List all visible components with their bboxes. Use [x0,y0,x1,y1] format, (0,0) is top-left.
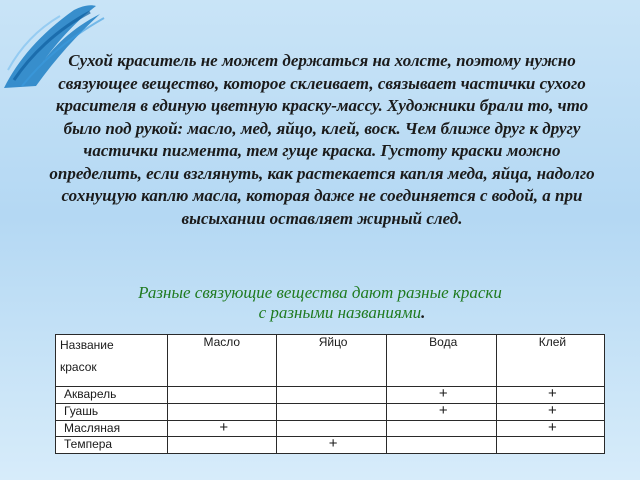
cell-egg: + [276,437,386,454]
row-paint-name: Акварель [56,387,168,404]
cell-glue [496,437,604,454]
row-paint-name: Масляная [56,420,168,437]
cell-water [386,420,496,437]
header-glue: Клей [496,335,604,387]
header-name-line-2: красок [60,360,97,374]
subtitle-period: . [421,303,426,322]
cell-oil [168,437,277,454]
row-paint-name: Темпера [56,437,168,454]
cell-oil: + [168,420,277,437]
cell-glue: + [496,387,604,404]
table-row [56,403,605,420]
cell-water: + [386,403,496,420]
binders-table-container [55,334,605,454]
cell-egg [276,403,386,420]
table-row [56,387,605,404]
cell-oil [168,403,277,420]
table-row [56,437,605,454]
cell-egg [276,420,386,437]
subtitle-line-2: с разными названиями [258,303,422,322]
cell-water [386,437,496,454]
header-egg: Яйцо [276,335,386,387]
table-header-row [56,335,605,387]
cell-oil [168,387,277,404]
header-oil: Масло [168,335,277,387]
subtitle [40,283,600,323]
cell-glue: + [496,403,604,420]
table-row [56,420,605,437]
cell-egg [276,387,386,404]
header-paint-name [56,335,168,387]
header-name-line-1: Название [60,338,114,352]
header-water: Вода [386,335,496,387]
intro-paragraph: Сухой краситель не может держаться на холсте, поэтому нужно связующее вещество, которое склеивает, связывает частички сухого красителя в единую цветную краску-массу. Художники брали то, что было под рукой: масло, мед, яйцо, клей, воск. Чем ближе друг к другу частички пигмента, тем гуще краска. Густоту краски можно определить, если взглянуть, как растекается капля меда, яйца, надолго сохнущую каплю масла, которая даже не соединяется с водой, а при высыхании оставляет жирный след. [49,51,595,228]
row-paint-name: Гуашь [56,403,168,420]
binders-table [55,334,605,454]
subtitle-line-1: Разные связующие вещества дают разные краски [138,283,502,302]
cell-water: + [386,387,496,404]
cell-glue: + [496,420,604,437]
